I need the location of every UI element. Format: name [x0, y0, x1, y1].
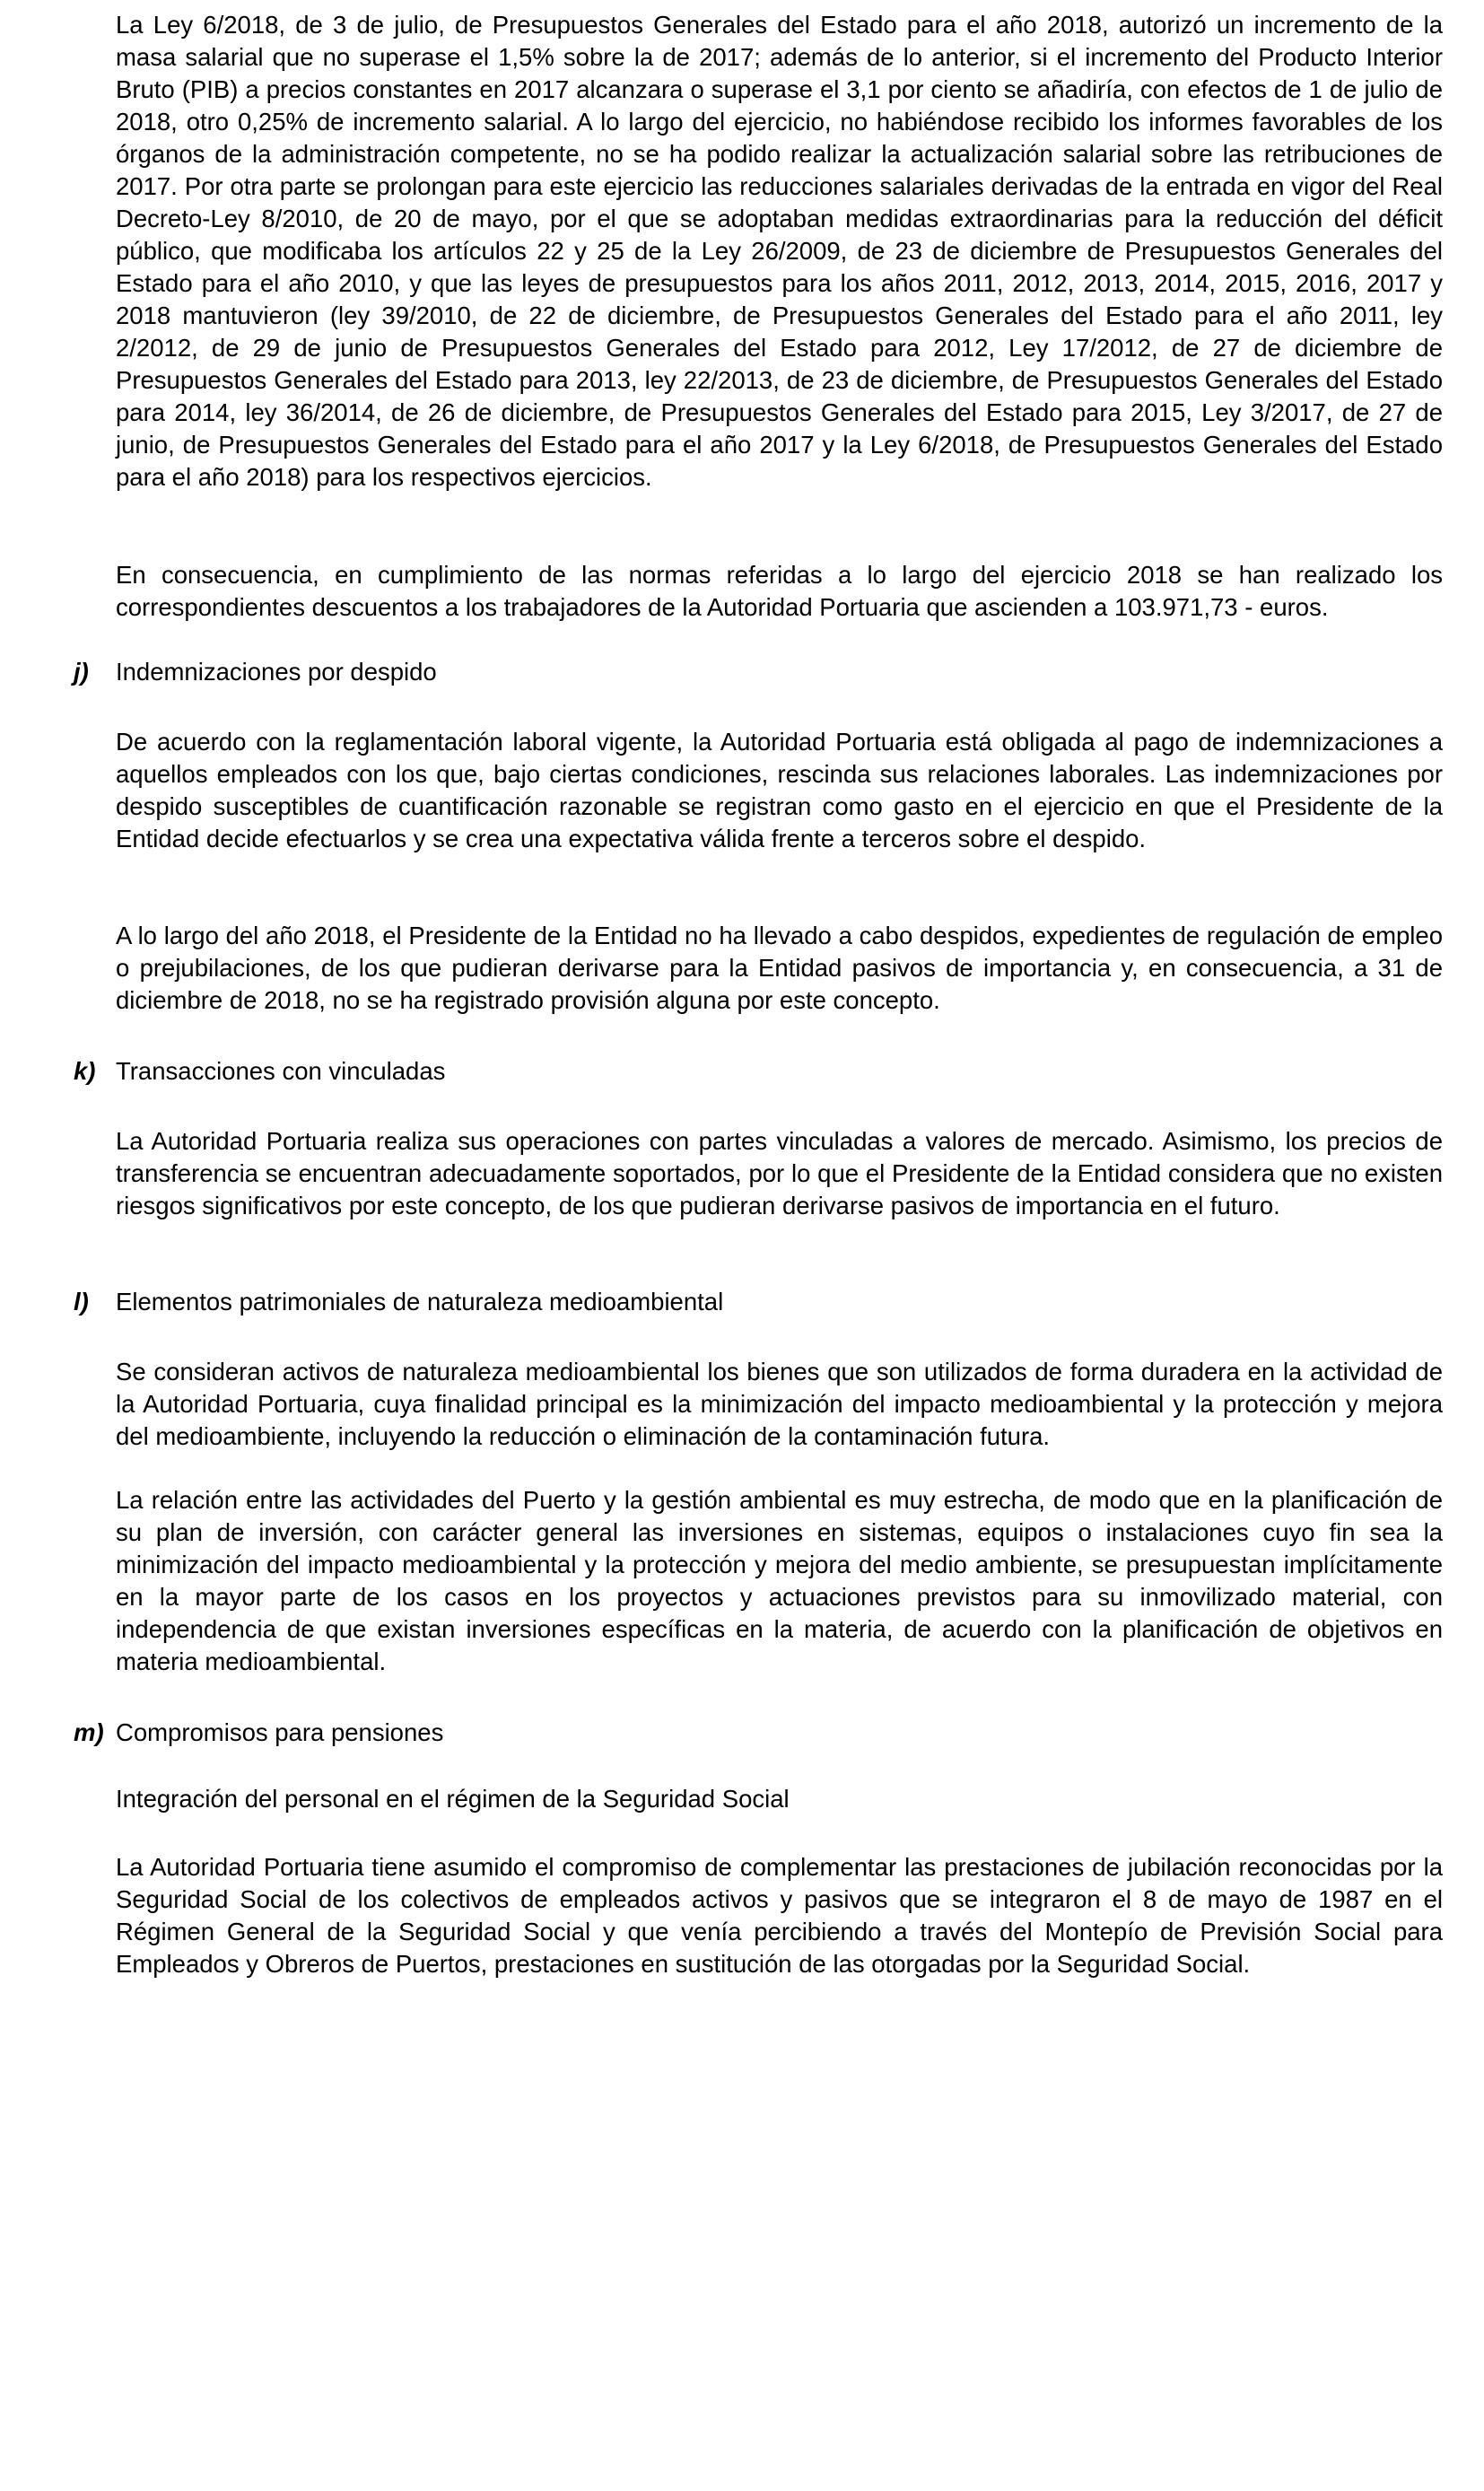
- section-title-m: Compromisos para pensiones: [116, 1718, 444, 1746]
- section-letter-k: k): [74, 1057, 96, 1085]
- paragraph-k-1: La Autoridad Portuaria realiza sus operaciones con partes vinculadas a valores de mercado. Asimismo, los precios de transferencia se encuentran adecuadamente soportados, por lo que el Presidente de la Entidad considera que no existen riesgos significativos por este concepto, de los que pudieran derivarse pasivos de importancia en el futuro.: [116, 1127, 1443, 1219]
- section-title-l: Elementos patrimoniales de naturaleza medioambiental: [116, 1288, 724, 1315]
- section-heading-m: [74, 1717, 1437, 1749]
- section-title-k: Transacciones con vinculadas: [116, 1057, 446, 1085]
- paragraph-l-1: Se consideran activos de naturaleza medioambiental los bienes que son utilizados de forma duradera en la actividad de la Autoridad Portuaria, cuya finalidad principal es la minimización del impacto medioambiental y la protección y mejora del medioambiente, incluyendo la reducción o eliminación de la contaminación futura.: [116, 1358, 1443, 1450]
- section-heading-j: [74, 656, 1437, 688]
- section-letter-l: l): [74, 1288, 89, 1315]
- section-letter-m: m): [74, 1718, 104, 1746]
- section-heading-k: [74, 1055, 1437, 1088]
- paragraph-m-1: La Autoridad Portuaria tiene asumido el compromiso de complementar las prestaciones de jubilación reconocidas por la Seguridad Social de los colectivos de empleados activos y pasivos que se integraron el 8 de mayo de 1987 en el Régimen General de la Seguridad Social y que venía percibiendo a través del Montepío de Previsión Social para Empleados y Obreros de Puertos, prestaciones en sustitución de las otorgadas por la Seguridad Social.: [116, 1853, 1443, 1978]
- section-heading-l: [74, 1286, 1437, 1318]
- section-letter-j: j): [74, 658, 89, 686]
- paragraph-j-1: De acuerdo con la reglamentación laboral vigente, la Autoridad Portuaria está obligada al pago de indemnizaciones a aquellos empleados con los que, bajo ciertas condiciones, rescinda sus relaciones laborales. Las indemnizaciones por despido susceptibles de cuantificación razonable se registran como gasto en el ejercicio en que el Presidente de la Entidad decide efectuarlos y se crea una expectativa válida frente a terceros sobre el despido.: [116, 728, 1443, 852]
- section-title-j: Indemnizaciones por despido: [116, 658, 437, 686]
- section-subtitle-m: Integración del personal en el régimen de la Seguridad Social: [116, 1785, 790, 1813]
- paragraph-j-2: A lo largo del año 2018, el Presidente de la Entidad no ha llevado a cabo despidos, expedientes de regulación de empleo o prejubilaciones, de los que pudieran derivarse para la Entidad pasivos de importancia y, en consecuencia, a 31 de diciembre de 2018, no se ha registrado provisión alguna por este concepto.: [116, 922, 1443, 1014]
- paragraph-salary-law: La Ley 6/2018, de 3 de julio, de Presupuestos Generales del Estado para el año 2018, autorizó un incremento de la masa salarial que no superase el 1,5% sobre la de 2017; además de lo anterior, si el incremento del Producto Interior Bruto (PIB) a precios constantes en 2017 alcanzara o superase el 3,1 por ciento se añadiría, con efectos de 1 de julio de 2018, otro 0,25% de incremento salarial. A lo largo del ejercicio, no habiéndose recibido los informes favorables de los órganos de la administración competente, no se ha podido realizar la actualización salarial sobre las retribuciones de 2017. Por otra parte se prolongan para este ejercicio las reducciones salariales derivadas de la entrada en vigor del Real Decreto-Ley 8/2010, de 20 de mayo, por el que se adoptaban medidas extraordinarias para la reducción del déficit público, que modificaba los artículos 22 y 25 de la Ley 26/2009, de 23 de diciembre de Presupuestos Generales del Estado para el año 2010, y que las leyes de presupuestos para los años 2011, 2012, 2013, 2014, 2015, 2016, 2017 y 2018 mantuvieron (ley 39/2010, de 22 de diciembre, de Presupuestos Generales del Estado para el año 2011, ley 2/2012, de 29 de junio de Presupuestos Generales del Estado para 2012, Ley 17/2012, de 27 de diciembre de Presupuestos Generales del Estado para 2013, ley 22/2013, de 23 de diciembre, de Presupuestos Generales del Estado para 2014, ley 36/2014, de 26 de diciembre, de Presupuestos Generales del Estado para 2015, Ley 3/2017, de 27 de junio, de Presupuestos Generales del Estado para el año 2017 y la Ley 6/2018, de Presupuestos Generales del Estado para el año 2018) para los respectivos ejercicios.: [116, 11, 1443, 491]
- paragraph-salary-discounts: En consecuencia, en cumplimiento de las normas referidas a lo largo del ejercicio 2018 se han realizado los correspondientes descuentos a los trabajadores de la Autoridad Portuaria que ascienden a 103.971,73 - euros.: [116, 561, 1443, 621]
- paragraph-l-2: La relación entre las actividades del Puerto y la gestión ambiental es muy estrecha, de modo que en la planificación de su plan de inversión, con carácter general las inversiones en sistemas, equipos o instalaciones cuyo fin sea la minimización del impacto medioambiental y la protección y mejora del medio ambiente, se presupuestan implícitamente en la mayor parte de los casos en los proyectos y actuaciones previstos para su inmovilizado material, con independencia de que existan inversiones específicas en la materia, de acuerdo con la planificación de objetivos en materia medioambiental.: [116, 1486, 1443, 1675]
